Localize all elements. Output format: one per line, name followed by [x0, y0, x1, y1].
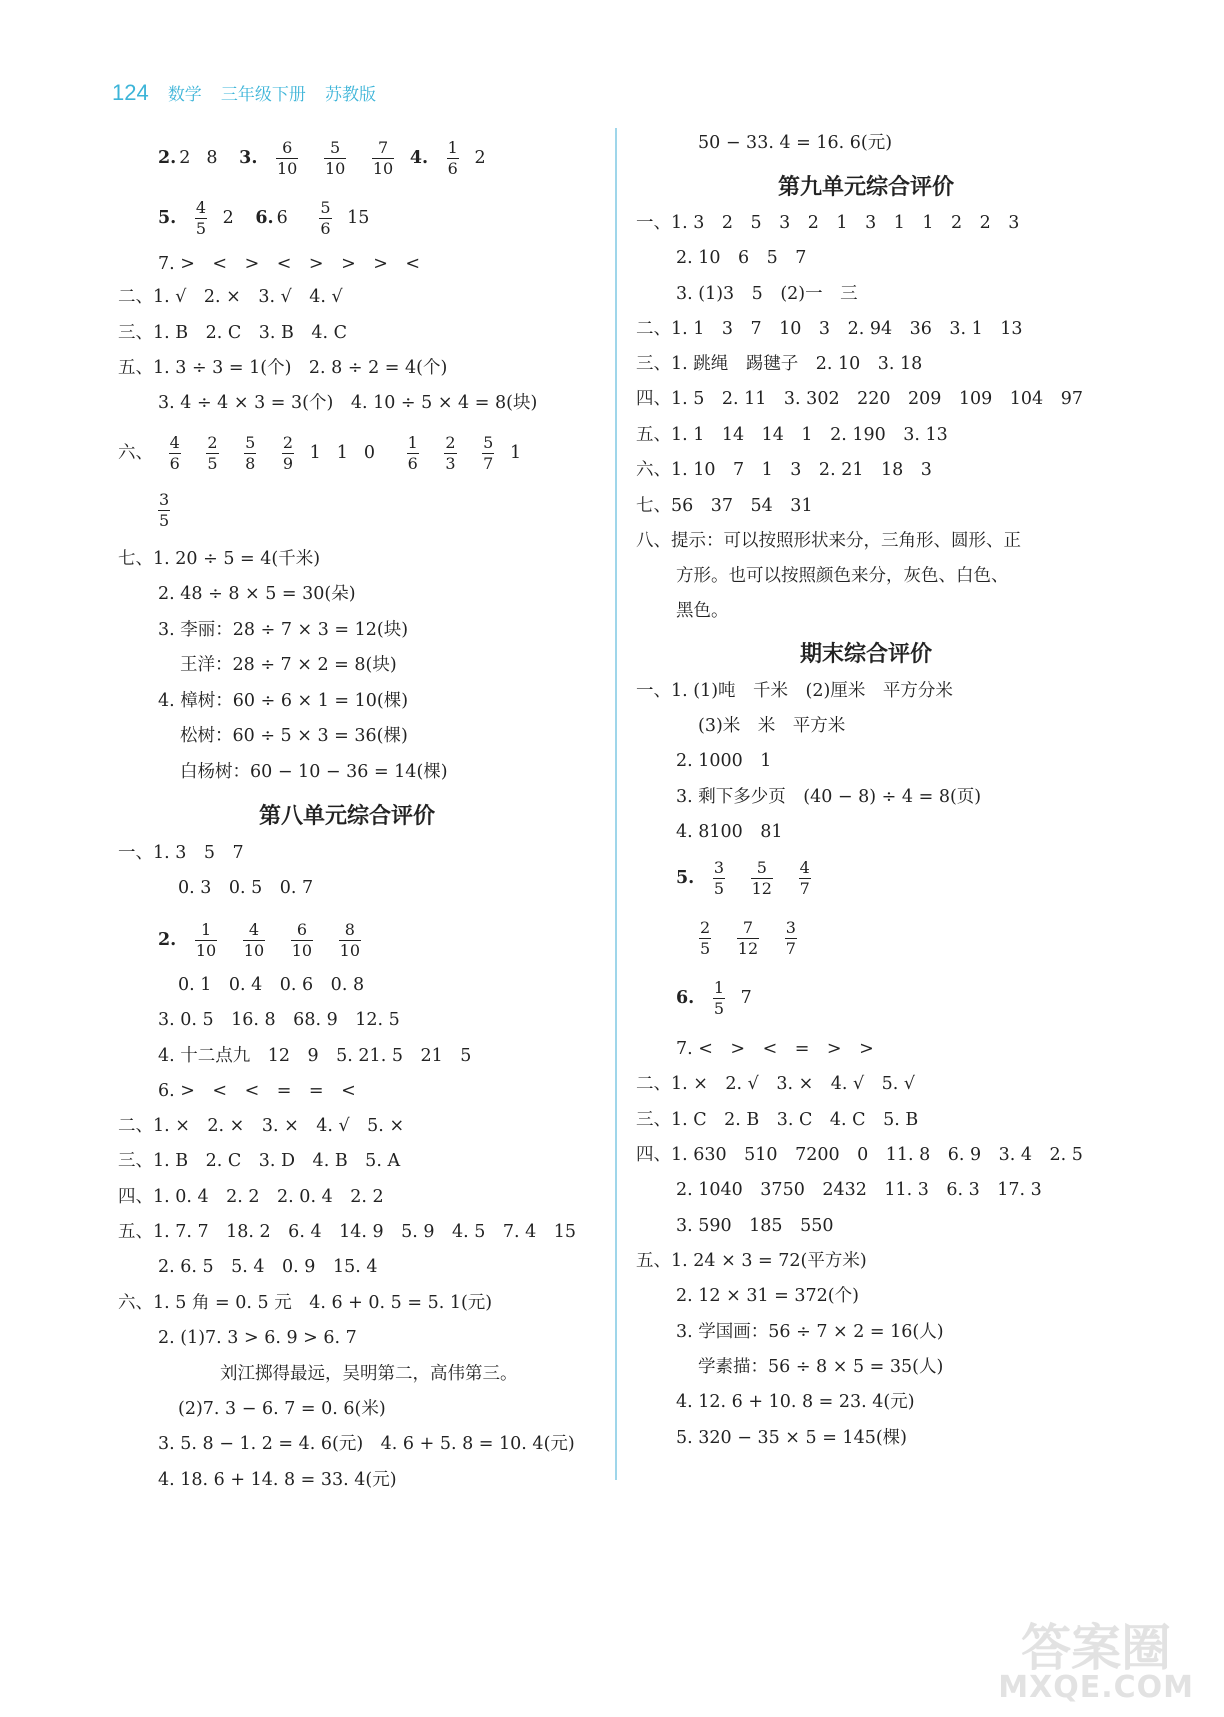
- answer-line: 3. (1)3 5 (2)一 三: [676, 284, 858, 304]
- answer-line-fractions-5: 5. $\frac{3}{5}$ $\frac{5}{12}$ $\frac{4}{7}$: [676, 858, 810, 898]
- section-title-final: 期末综合评价: [800, 642, 933, 667]
- fraction: $\frac{3}{7}$: [785, 918, 796, 958]
- answer-line: 3. 590 185 550: [676, 1216, 834, 1236]
- answer-line: 松树：60 ÷ 5 × 3 = 36(棵): [180, 726, 408, 746]
- answer-line: 6. > < < = = <: [158, 1081, 356, 1101]
- column-divider: [615, 128, 617, 1480]
- answer-line-fractions-3: 六、 $\frac{4}{6}$ $\frac{2}{5}$ $\frac{5}{8}$ $\frac{2}{9}$ 1 1 0 $\frac{1}{6}$ $\frac{2}{3}$ $\frac{5}{7}$ 1: [118, 433, 522, 473]
- answer-line: 二、1. √ 2. × 3. √ 4. √: [118, 287, 343, 307]
- answer-line: 4. 8100 81: [676, 822, 783, 842]
- answer-line: 二、1. × 2. √ 3. × 4. √ 5. √: [636, 1074, 916, 1094]
- answer-line: 方形。也可以按照颜色来分，灰色、白色、: [676, 566, 1009, 586]
- fraction: $\frac{1}{6}$: [447, 138, 458, 178]
- page-header: [112, 80, 390, 110]
- section-title-unit-8: 第八单元综合评价: [259, 804, 436, 829]
- answer-line: 4. 十二点九 12 9 5. 21. 5 21 5: [158, 1046, 472, 1066]
- answer-line-fraction: [148, 490, 180, 531]
- answer-line-fractions-4: 2. $\frac{1}{10}$ $\frac{4}{10}$ $\frac{6}{10}$ $\frac{8}{10}$: [158, 920, 361, 960]
- answer-line: 三、1. C 2. B 3. C 4. C 5. B: [636, 1110, 919, 1130]
- answer-line: 五、1. 1 14 14 1 2. 190 3. 13: [636, 425, 948, 445]
- answer-line: 四、1. 0. 4 2. 2 2. 0. 4 2. 2: [118, 1187, 384, 1207]
- answer-line: 七、1. 20 ÷ 5 = 4(千米): [118, 549, 321, 569]
- answer-line: 五、1. 3 ÷ 3 = 1(个) 2. 8 ÷ 2 = 4(个): [118, 358, 448, 378]
- fraction: $\frac{4}{5}$: [195, 198, 207, 238]
- answer-line: 一、1. 3 2 5 3 2 1 3 1 1 2 2 3: [636, 213, 1020, 233]
- answer-line: 白杨树：60 − 10 − 36 = 14(棵): [180, 762, 448, 782]
- fraction: $\frac{6}{10}$: [277, 138, 298, 178]
- answer-line: 0. 1 0. 4 0. 6 0. 8: [178, 975, 365, 995]
- fraction: $\frac{8}{10}$: [339, 920, 361, 960]
- answer-line: 二、1. × 2. × 3. × 4. √ 5. ×: [118, 1116, 405, 1136]
- answer-line-fractions-2: 5. $\frac{4}{5}$ 2 6. 6 $\frac{5}{6}$ 15: [158, 198, 370, 238]
- answer-line: 三、1. B 2. C 3. D 4. B 5. A: [118, 1151, 401, 1171]
- answer-line: 2. 6. 5 5. 4 0. 9 15. 4: [158, 1257, 378, 1277]
- fraction: $\frac{1}{5}$: [713, 978, 725, 1018]
- answer-line: 3. 0. 5 16. 8 68. 9 12. 5: [158, 1010, 400, 1030]
- answer-line: 7. > < > < > > > <: [158, 254, 421, 274]
- answer-line: 六、1. 10 7 1 3 2. 21 18 3: [636, 460, 932, 480]
- answer-line: 3. 4 ÷ 4 × 3 = 3(个) 4. 10 ÷ 5 × 4 = 8(块): [158, 393, 538, 413]
- answer-line: 5. 320 − 35 × 5 = 145(棵): [676, 1428, 907, 1448]
- answer-line: 三、1. B 2. C 3. B 4. C: [118, 323, 348, 343]
- answer-line: 七、56 37 54 31: [636, 496, 813, 516]
- fraction: $\frac{5}{8}$: [245, 433, 256, 473]
- answer-line: 学素描：56 ÷ 8 × 5 = 35(人): [698, 1357, 944, 1377]
- answer-line: 4. 樟树：60 ÷ 6 × 1 = 10(棵): [158, 691, 409, 711]
- fraction: $\frac{6}{10}$: [291, 920, 313, 960]
- fraction: $\frac{5}{10}$: [324, 138, 346, 178]
- answer-line: 3. 5. 8 − 1. 2 = 4. 6(元) 4. 6 + 5. 8 = 10. 4(元): [158, 1434, 575, 1454]
- answer-line: 4. 18. 6 + 14. 8 = 33. 4(元): [158, 1470, 397, 1490]
- answer-line: 4. 12. 6 + 10. 8 = 23. 4(元): [676, 1392, 915, 1412]
- fraction: $\frac{5}{6}$: [320, 198, 331, 238]
- answer-line: 三、1. 跳绳 踢毽子 2. 10 3. 18: [636, 354, 923, 374]
- answer-line: 六、1. 5 角 = 0. 5 元 4. 6 + 0. 5 = 5. 1(元): [118, 1293, 493, 1313]
- answer-line: 7. < > < = > >: [676, 1039, 874, 1059]
- answer-line: 2. 48 ÷ 8 × 5 = 30(朵): [158, 584, 356, 604]
- answer-line: 黑色。: [676, 601, 729, 621]
- answer-line: 2. (1)7. 3 > 6. 9 > 6. 7: [158, 1328, 357, 1348]
- answer-line: 3. 李丽：28 ÷ 7 × 3 = 12(块): [158, 620, 409, 640]
- fraction: $\frac{4}{7}$: [799, 858, 810, 898]
- answer-line: 一、1. (1)吨 千米 (2)厘米 平方分米: [636, 681, 953, 701]
- answer-line: 四、1. 5 2. 11 3. 302 220 209 109 104 97: [636, 389, 1083, 409]
- answer-line: 2. 10 6 5 7: [676, 248, 807, 268]
- answer-line: 一、1. 3 5 7: [118, 843, 244, 863]
- answer-line: (2)7. 3 − 6. 7 = 0. 6(米): [178, 1399, 386, 1419]
- fraction: $\frac{1}{10}$: [195, 920, 217, 960]
- watermark-logo: 答案圈 MXQE.COM: [998, 1619, 1194, 1705]
- answer-line-fractions-6: [689, 918, 807, 959]
- fraction: $\frac{5}{7}$: [483, 433, 494, 473]
- answer-line: 四、1. 630 510 7200 0 11. 8 6. 9 3. 4 2. 5: [636, 1145, 1083, 1165]
- fraction: $\frac{3}{5}$: [713, 858, 725, 898]
- fraction: $\frac{2}{9}$: [282, 433, 294, 473]
- grade: 三年级下册: [220, 85, 306, 105]
- answer-line: 0. 3 0. 5 0. 7: [178, 878, 314, 898]
- answer-line: 50 − 33. 4 = 16. 6(元): [698, 133, 893, 153]
- fraction: $\frac{4}{10}$: [243, 920, 265, 960]
- answer-line: 3. 学国画：56 ÷ 7 × 2 = 16(人): [676, 1322, 944, 1342]
- fraction: $\frac{2}{3}$: [445, 433, 456, 473]
- fraction: $\frac{2}{5}$: [207, 433, 218, 473]
- answer-line: 五、1. 7. 7 18. 2 6. 4 14. 9 5. 9 4. 5 7. 4 15: [118, 1222, 577, 1242]
- fraction: $\frac{2}{5}$: [700, 918, 711, 958]
- answer-line: 3. 剩下多少页 (40 − 8) ÷ 4 = 8(页): [676, 787, 982, 807]
- answer-line: 二、1. 1 3 7 10 3 2. 94 36 3. 1 13: [636, 319, 1023, 339]
- fraction: $\frac{7}{10}$: [372, 138, 394, 178]
- fraction: $\frac{1}{6}$: [407, 433, 418, 473]
- answer-line: 刘江掷得最远，吴明第二，高伟第三。: [220, 1364, 518, 1384]
- answer-line: 王洋：28 ÷ 7 × 2 = 8(块): [180, 655, 397, 675]
- section-title-unit-9: 第九单元综合评价: [778, 175, 955, 200]
- page-number: 124: [112, 80, 149, 105]
- answer-line-fractions-1: 2. 2 8 3. $\frac{6}{10}$ $\frac{5}{10}$ $\frac{7}{10}$ 4. $\frac{1}{6}$ 2: [158, 138, 486, 178]
- fraction: $\frac{3}{5}$: [159, 490, 170, 530]
- answer-line: 2. 1000 1: [676, 751, 772, 771]
- answer-line: 八、提示：可以按照形状来分，三角形、圆形、正: [636, 531, 1021, 551]
- answer-line: 五、1. 24 × 3 = 72(平方米): [636, 1251, 867, 1271]
- answer-line: 2. 12 × 31 = 372(个): [676, 1286, 859, 1306]
- edition: 苏教版: [325, 85, 376, 105]
- fraction: $\frac{4}{6}$: [169, 433, 180, 473]
- answer-line: 2. 1040 3750 2432 11. 3 6. 3 17. 3: [676, 1180, 1042, 1200]
- fraction: $\frac{5}{12}$: [751, 858, 772, 898]
- fraction: $\frac{7}{12}$: [737, 918, 759, 958]
- answer-line: (3)米 米 平方米: [698, 716, 846, 736]
- subject: 数学: [167, 85, 202, 105]
- answer-line-fractions-7: 6. $\frac{1}{5}$ 7: [676, 978, 752, 1018]
